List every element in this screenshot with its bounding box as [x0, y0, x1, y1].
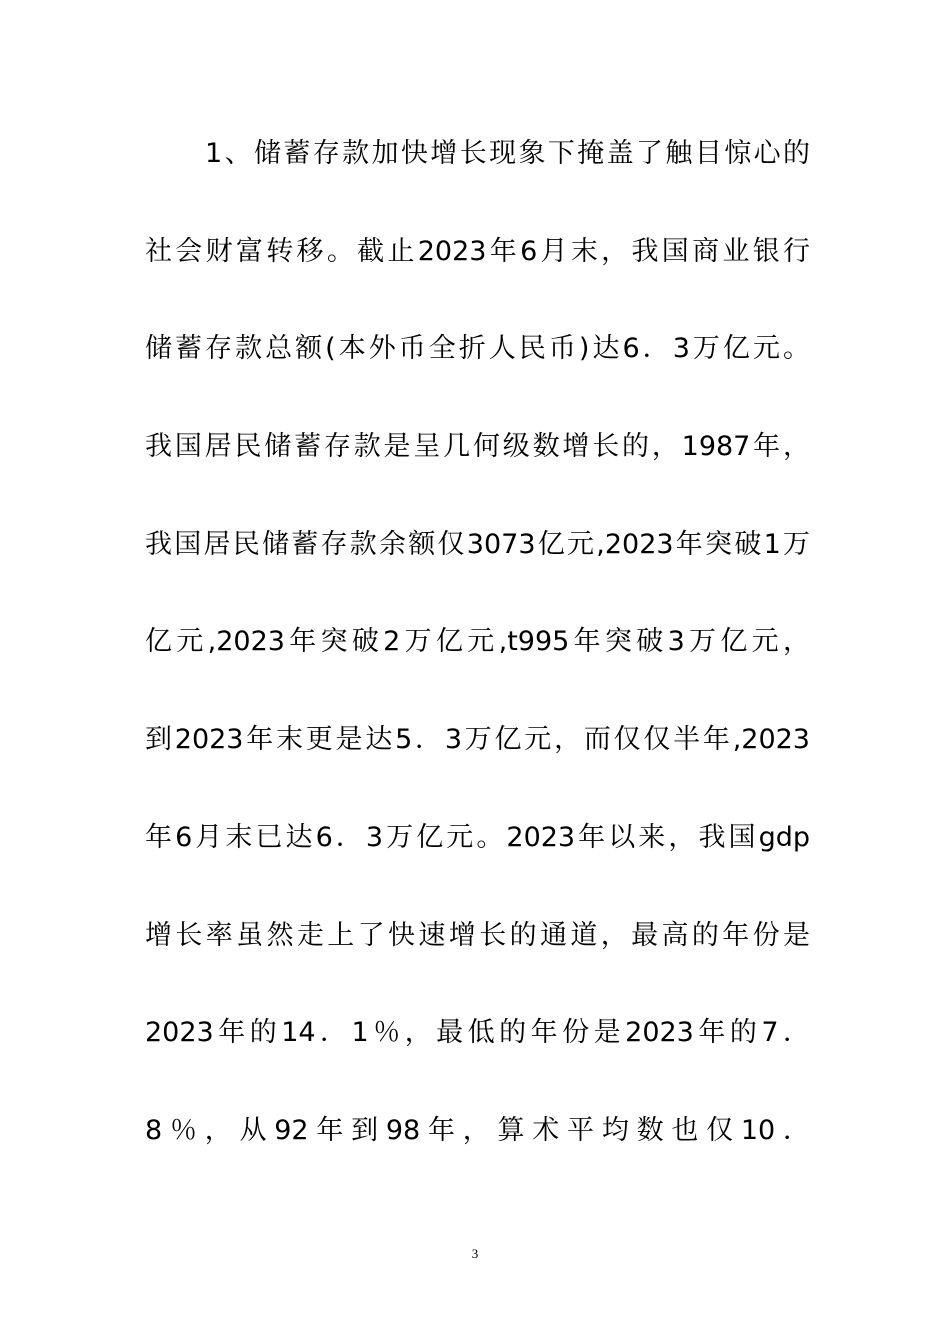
page-number: 3 — [471, 1246, 479, 1261]
text-line: 年6月末已达6．3万亿元。2023年以来，我国gdp — [145, 821, 810, 853]
body-paragraph — [145, 126, 810, 1201]
text-line: 增长率虽然走上了快速增长的通道，最高的年份是 — [145, 919, 810, 951]
text-line: 亿元,2023年突破2万亿元,t995年突破3万亿元， — [145, 626, 810, 658]
text-line: 到2023年末更是达5．3万亿元，而仅仅半年,2023 — [145, 724, 810, 756]
text-line: 1、储蓄存款加快增长现象下掩盖了触目惊心的 — [205, 138, 810, 169]
text-line: 我国居民储蓄存款是呈几何级数增长的，1987年， — [145, 431, 810, 463]
text-line: 我国居民储蓄存款余额仅3073亿元,2023年突破1万 — [145, 528, 810, 560]
text-line: 8％，从92年到98年，算术平均数也仅10． — [145, 1114, 810, 1146]
text-line: 储蓄存款总额(本外币全折人民币)达6．3万亿元。 — [145, 333, 810, 365]
text-line: 社会财富转移。截止2023年6月末，我国商业银行 — [145, 235, 810, 267]
text-line: 2023年的14．1％，最低的年份是2023年的7． — [145, 1017, 810, 1049]
